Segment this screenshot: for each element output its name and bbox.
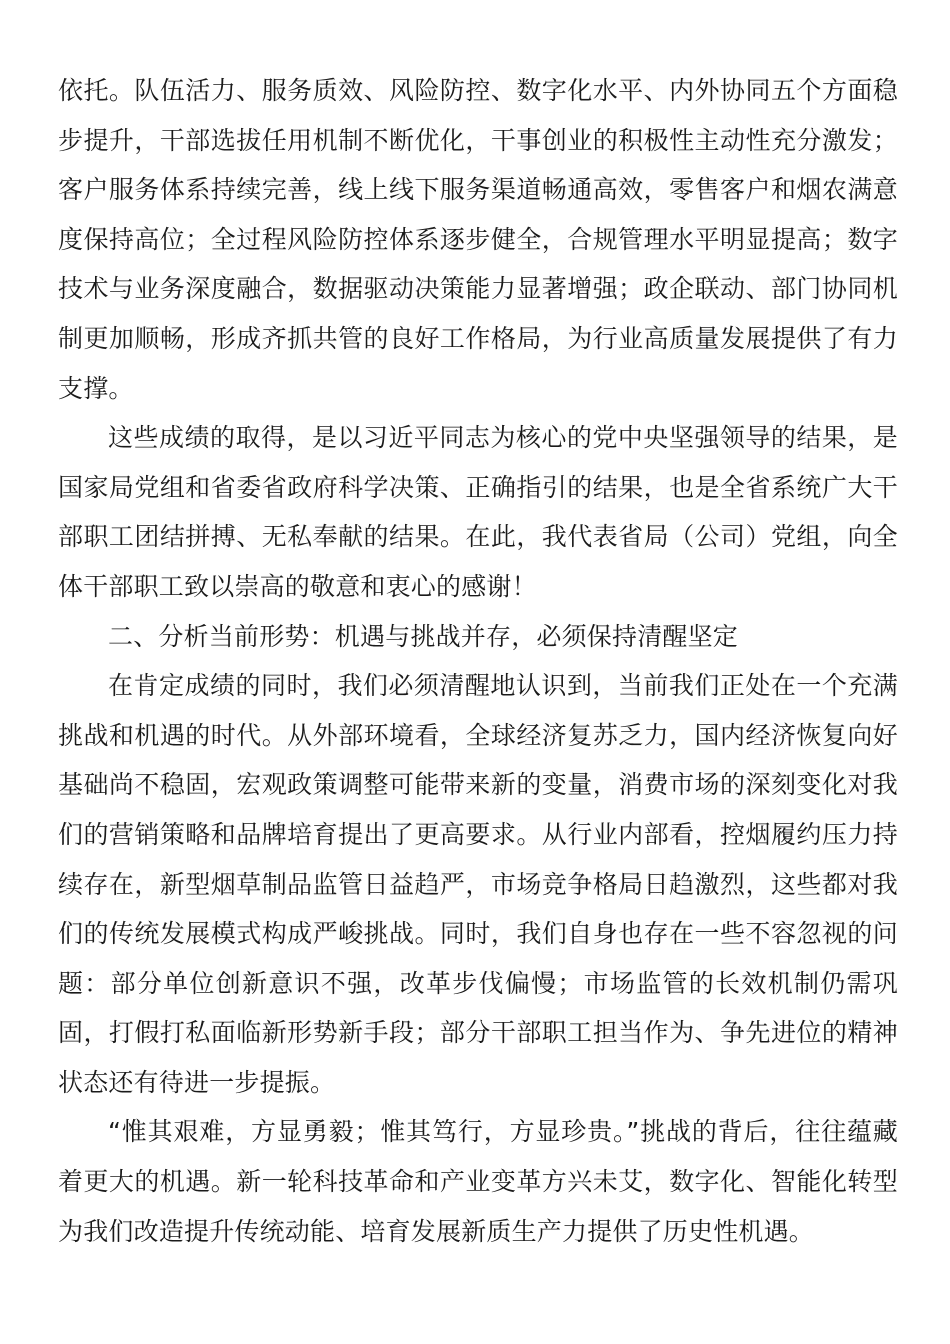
document-page: [58, 66, 898, 1256]
paragraph-continuation: 依托。队伍活力、服务质效、风险防控、数字化水平、内外协同五个方面稳步提升，干部选拔任用机制不断优化，干事创业的积极性主动性充分激发；客户服务体系持续完善，线上线下服务渠道畅通高效，零售客户和烟农满意度保持高位；全过程风险防控体系逐步健全，合规管理水平明显提高；数字技术与业务深度融合，数据驱动决策能力显著增强；政企联动、部门协同机制更加顺畅，形成齐抓共管的良好工作格局，为行业高质量发展提供了有力支撑。: [58, 76, 898, 403]
paragraph-opportunity: “惟其艰难，方显勇毅；惟其笃行，方显珍贵。”挑战的背后，往往蕴藏着更大的机遇。新一轮科技革命和产业变革方兴未艾，数字化、智能化转型为我们改造提升传统动能、培育发展新质生产力提供了历史性机遇。: [58, 1117, 898, 1246]
paragraph-situation: 在肯定成绩的同时，我们必须清醒地认识到，当前我们正处在一个充满挑战和机遇的时代。从外部环境看，全球经济复苏乏力，国内经济恢复向好基础尚不稳固，宏观政策调整可能带来新的变量，消费市场的深刻变化对我们的营销策略和品牌培育提出了更高要求。从行业内部看，控烟履约压力持续存在，新型烟草制品监管日益趋严，市场竞争格局日趋激烈，这些都对我们的传统发展模式构成严峻挑战。同时，我们自身也存在一些不容忽视的问题：部分单位创新意识不强，改革步伐偏慢；市场监管的长效机制仍需巩固，打假打私面临新形势新手段；部分干部职工担当作为、争先进位的精神状态还有待进一步提振。: [58, 671, 898, 1097]
paragraph-achievements: 这些成绩的取得，是以习近平同志为核心的党中央坚强领导的结果，是国家局党组和省委省政府科学决策、正确指引的结果，也是全省系统广大干部职工团结拼搏、无私奉献的结果。在此，我代表省局（公司）党组，向全体干部职工致以崇高的敬意和衷心的感谢！: [58, 423, 898, 601]
section-heading: 二、分析当前形势：机遇与挑战并存，必须保持清醒坚定: [108, 621, 739, 651]
